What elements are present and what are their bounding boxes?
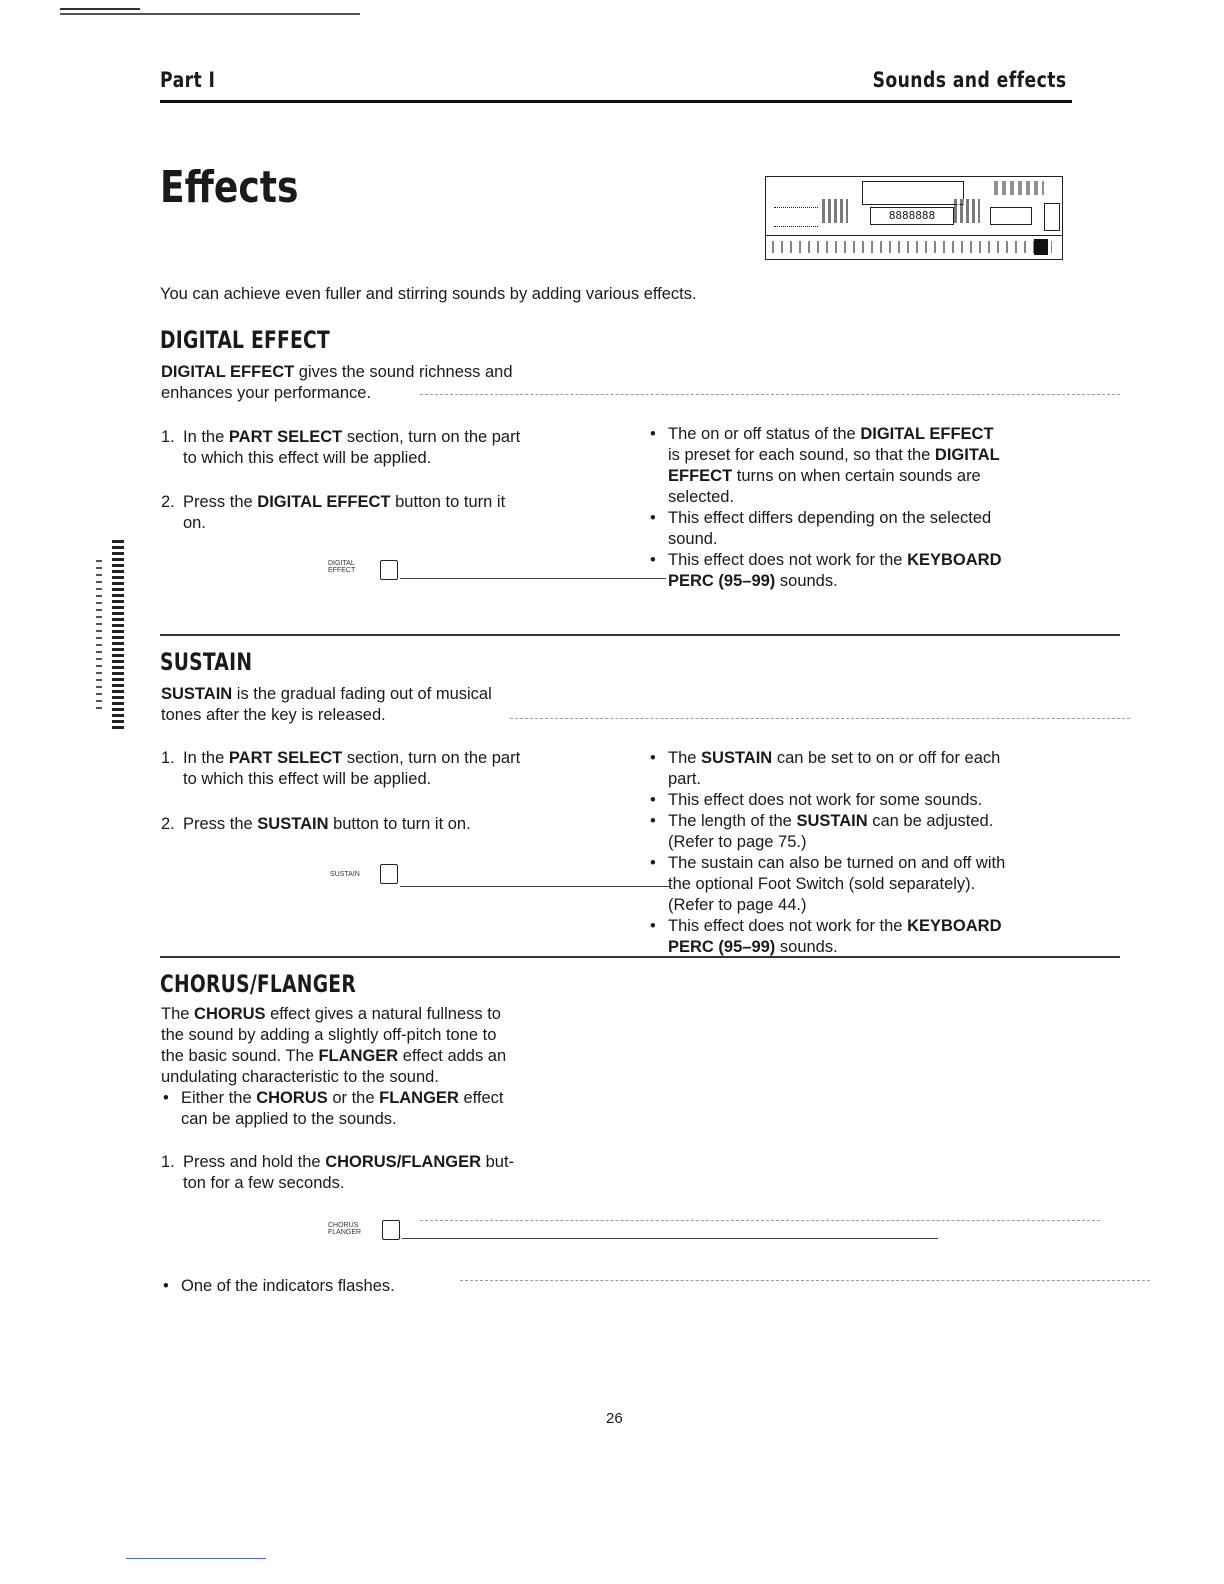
chorus-flanger-button-label: CHORUS FLANGER: [328, 1222, 362, 1236]
scan-line: [510, 718, 1130, 719]
section-heading-sustain: SUSTAIN: [160, 648, 253, 676]
note-item: • This effect does not work for some sounds.: [648, 790, 1072, 811]
digital-effect-step-2: 2. Press the DIGITAL EFFECT button to turn it on.: [161, 493, 506, 532]
chorus-leader-line: [402, 1238, 938, 1239]
chorus-description: The CHORUS effect gives a natural fullness to the sound by adding a slightly off-pitch tone to the basic sound. The FLANGER effect adds an undulating characteristic to the sound.: [161, 1005, 507, 1086]
note-item: • The SUSTAIN can be set to on or off for each part.: [648, 748, 1072, 790]
section-heading-chorus-flanger: CHORUS/FLANGER: [160, 970, 356, 998]
note-item: • Either the CHORUS or the FLANGER effect can be applied to the sounds.: [161, 1088, 601, 1130]
sustain-step-2: 2. Press the SUSTAIN button to turn it on.: [161, 815, 471, 833]
note-item: • One of the indicators flashes.: [161, 1276, 601, 1297]
sustain-leader-line: [400, 886, 670, 887]
scan-mark-left: [112, 540, 124, 730]
digital-effect-step-1: 1. In the PART SELECT section, turn on the part to which this effect will be applied.: [161, 428, 521, 467]
sustain-step-1: 1. In the PART SELECT section, turn on the part to which this effect will be applied.: [161, 749, 521, 788]
panel-display: 8888888: [870, 207, 954, 225]
page-number: 26: [606, 1410, 623, 1427]
keyboard-panel-illustration: [765, 176, 1063, 260]
chorus-flanger-button[interactable]: [382, 1220, 400, 1240]
scan-mark-top: [60, 6, 360, 16]
header-part: Part I: [160, 68, 216, 92]
sustain-button[interactable]: [380, 864, 398, 884]
intro-text: You can achieve even fuller and stirring sounds by adding various effects.: [160, 285, 697, 303]
sustain-description: SUSTAIN is the gradual fading out of musical tones after the key is released.: [161, 685, 492, 724]
section-divider: [160, 956, 1120, 958]
note-item: • The on or off status of the DIGITAL EFFECT is preset for each sound, so that the DIGITAL EFFECT turns on when certain sounds are selected.: [648, 424, 1072, 508]
note-item: • This effect does not work for the KEYBOARD PERC (95–99) sounds.: [648, 550, 1072, 592]
note-item: • This effect does not work for the KEYBOARD PERC (95–99) sounds.: [648, 916, 1072, 958]
chorus-bullet: [161, 1088, 601, 1130]
digital-effect-description: DIGITAL EFFECT gives the sound richness and enhances your performance.: [161, 363, 513, 402]
chorus-step-1: 1. Press and hold the CHORUS/FLANGER but- ton for a few seconds.: [161, 1153, 515, 1192]
sustain-notes: [648, 748, 1072, 958]
digital-effect-button[interactable]: [380, 560, 398, 580]
scan-line: [460, 1280, 1150, 1281]
sustain-button-label: SUSTAIN: [330, 871, 360, 878]
note-item: • The sustain can also be turned on and off with the optional Foot Switch (sold separately). (Refer to page 44.): [648, 853, 1072, 916]
header-section-title: Sounds and effects: [873, 68, 1067, 92]
note-item: • This effect differs depending on the selected sound.: [648, 508, 1072, 550]
digital-effect-leader-line: [400, 578, 666, 579]
header-rule: [160, 100, 1072, 103]
scan-line: [420, 1220, 1100, 1221]
section-heading-digital-effect: DIGITAL EFFECT: [160, 326, 331, 354]
scan-mark-left-2: [96, 560, 102, 710]
section-divider: [160, 634, 1120, 636]
page-title: Effects: [160, 162, 299, 213]
digital-effect-notes: [648, 424, 1072, 592]
scan-line: [420, 394, 1120, 395]
digital-effect-button-label: DIGITAL EFFECT: [328, 560, 356, 574]
scan-line-bottom: [126, 1558, 266, 1559]
note-item: • The length of the SUSTAIN can be adjusted. (Refer to page 75.): [648, 811, 1072, 853]
